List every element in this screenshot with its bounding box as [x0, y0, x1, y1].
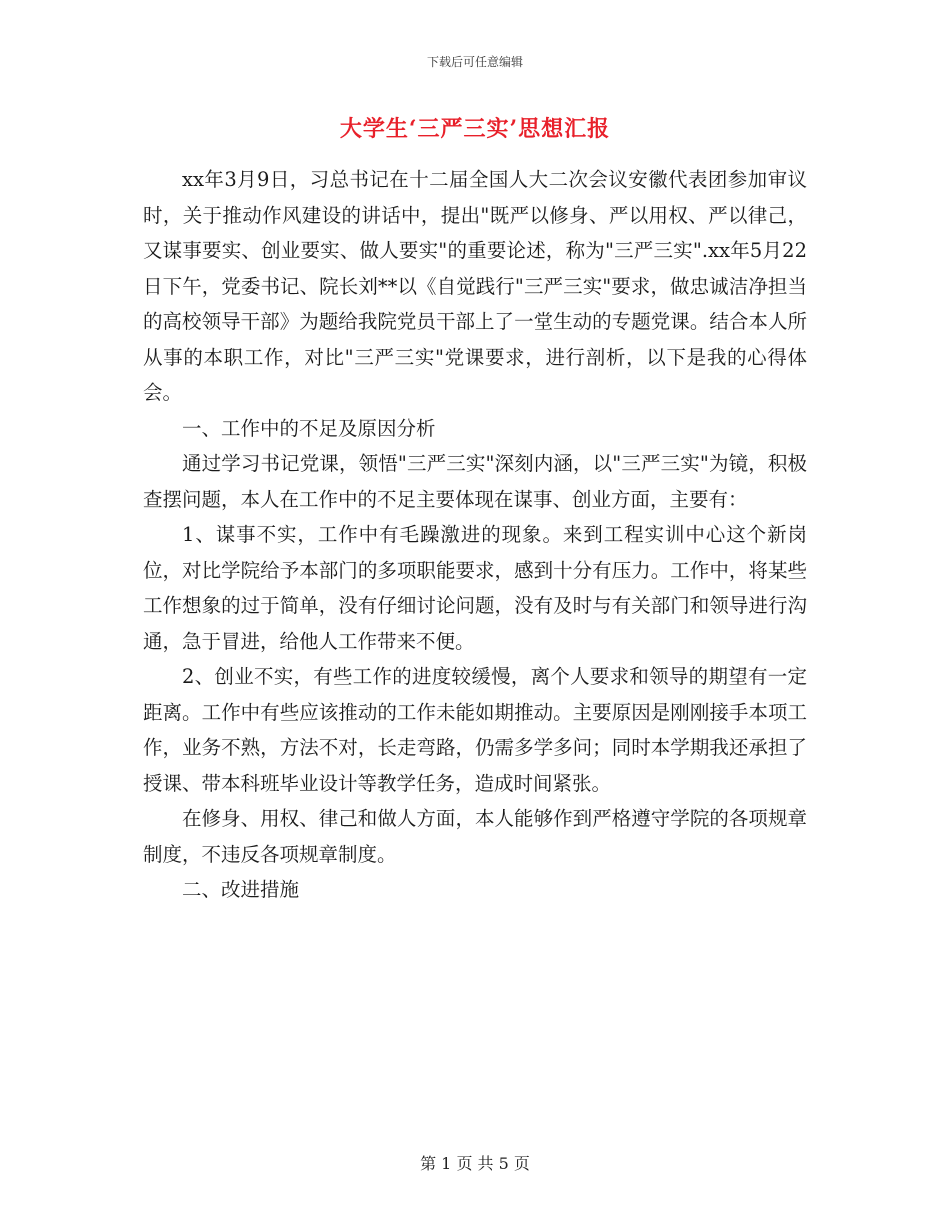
paragraph-shortcomings-summary: 通过学习书记党课，领悟"三严三实"深刻内涵，以"三严三实"为镜，积极查摆问题，本人在工作中的不足主要体现在谋事、创业方面，主要有：	[143, 452, 807, 511]
document-title: 大学生‘三严三实’思想汇报	[339, 116, 611, 142]
page-number-footer: 第 1 页 共 5 页	[420, 1154, 530, 1173]
paragraph-conduct: 在修身、用权、律己和做人方面，本人能够作到严格遵守学院的各项规章制度，不违反各项规章制度。	[143, 807, 807, 866]
document-body	[143, 162, 807, 908]
paragraph-item-1: 1、谋事不实，工作中有毛躁激进的现象。来到工程实训中心这个新岗位，对比学院给予本部门的多项职能要求，感到十分有压力。工作中，将某些工作想象的过于简单，没有仔细讨论问题，没有及时与有关部门和领导进行沟通，急于冒进，给他人工作带来不便。	[143, 523, 807, 653]
paragraph-item-2: 2、创业不实，有些工作的进度较缓慢，离个人要求和领导的期望有一定距离。工作中有些应该推动的工作未能如期推动。主要原因是刚刚接手本项工作，业务不熟，方法不对，长走弯路，仍需多学多问；同时本学期我还承担了授课、带本科班毕业设计等教学任务，造成时间紧张。	[143, 665, 807, 795]
page-header-note: 下载后可任意编辑	[426, 55, 523, 69]
section-heading-shortcomings: 一、工作中的不足及原因分析	[182, 416, 436, 440]
section-heading-improvements: 二、改进措施	[182, 878, 300, 901]
paragraph-intro: xx年3月9日，习总书记在十二届全国人大二次会议安徽代表团参加审议时，关于推动作风建设的讲话中，提出"既严以修身、严以用权、严以律己，又谋事要实、创业要实、做人要实"的重要论述，称为"三严三实".xx年5月22日下午，党委书记、院长刘**以《自觉践行"三严三实"要求，做忠诚洁净担当的高校领导干部》为题给我院党员干部上了一堂生动的专题党课。结合本人所从事的本职工作，对比"三严三实"党课要求，进行剖析，以下是我的心得体会。	[143, 168, 807, 404]
